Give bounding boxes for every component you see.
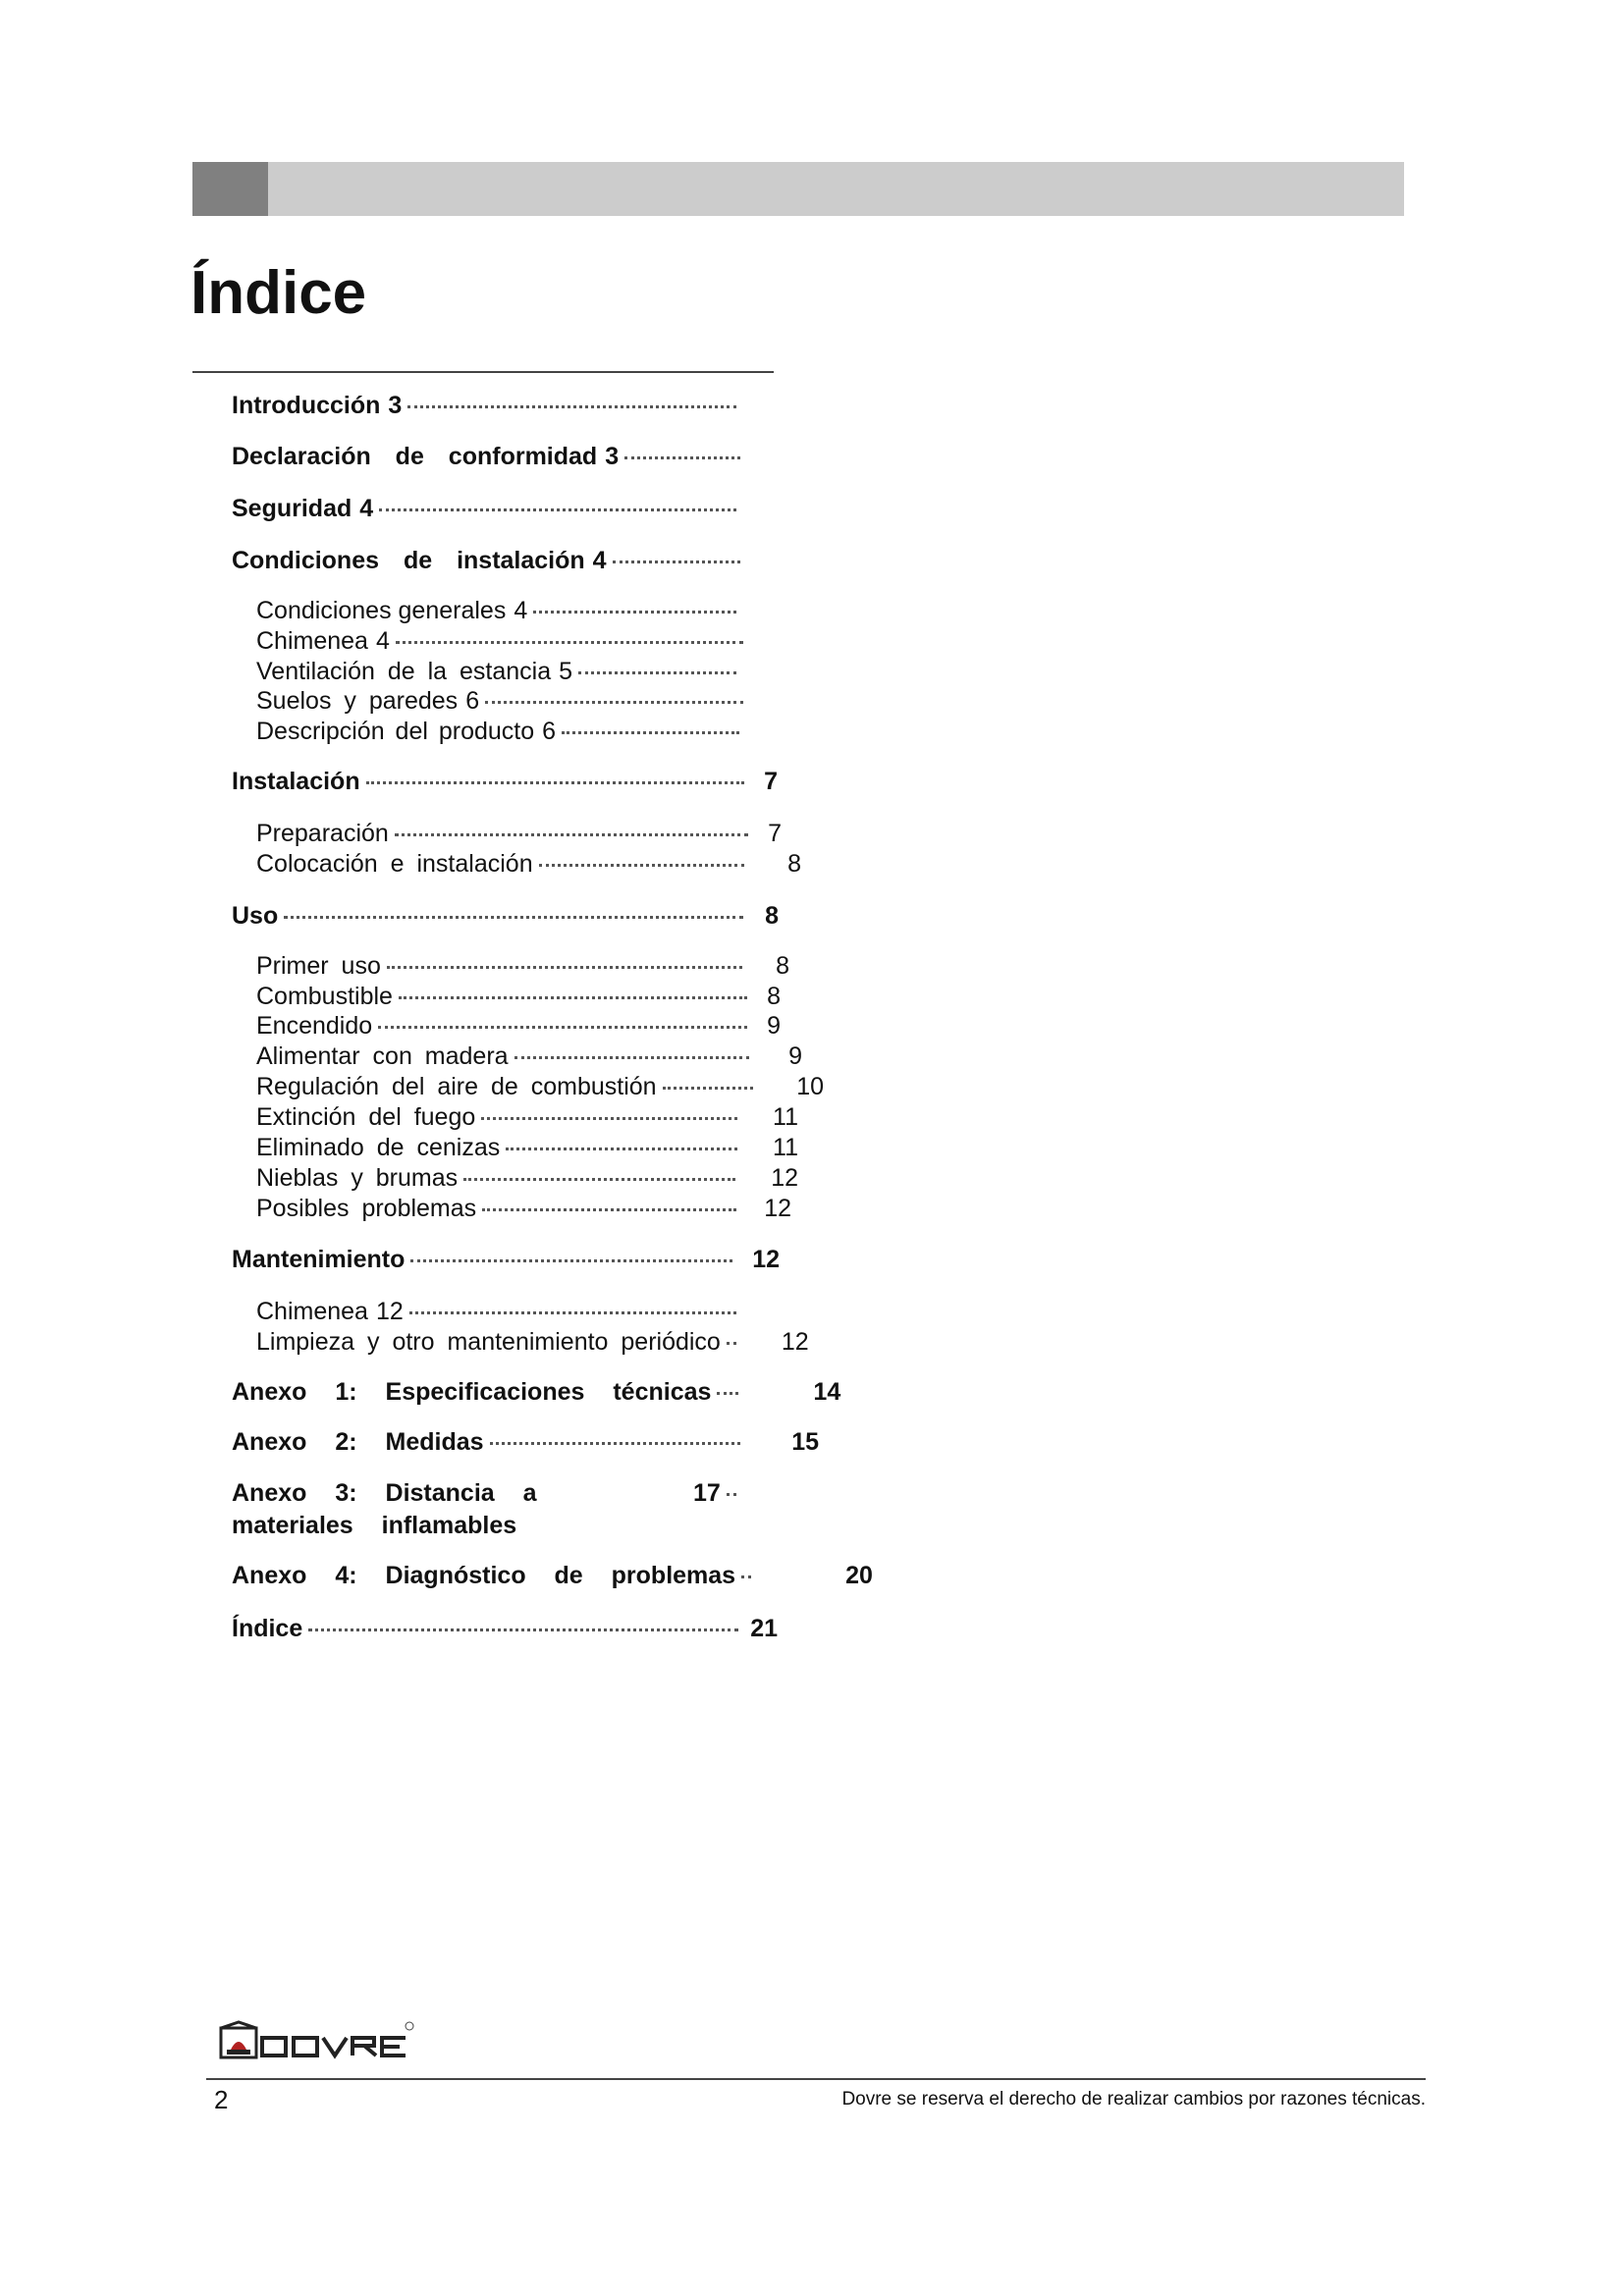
toc-page: 17 [693,1479,721,1507]
toc-page: 8 [767,983,781,1010]
toc-leader [387,966,742,969]
toc-entry-chimenea-mantenimiento[interactable] [256,1297,742,1326]
toc-label: Chimenea [256,1298,368,1325]
toc-page: 8 [787,850,801,878]
toc-entry-preparacion[interactable] [256,819,782,848]
toc-leader [407,405,736,408]
toc-leader [366,781,745,784]
toc-page: 12 [752,1246,780,1273]
toc-label: Alimentar con madera [256,1042,509,1070]
toc-entry-seguridad[interactable] [232,494,742,523]
toc-leader [410,1259,732,1262]
page-number: 2 [214,2085,229,2114]
toc-label: Instalación [232,768,360,795]
toc-page: 4 [375,627,390,655]
toc-label: Índice [232,1615,303,1642]
toc-label: Combustible [256,983,393,1010]
toc-leader [514,1056,750,1059]
toc-label: Introducción [232,392,381,419]
toc-entry-anexo-1[interactable] [232,1377,844,1407]
toc-leader [490,1442,741,1445]
toc-leader [481,1117,737,1120]
toc-label: Ventilación de la estancia [256,658,552,685]
toc-page: 12 [375,1298,404,1325]
toc-label: Primer uso [256,952,381,980]
toc-page: 7 [764,768,778,795]
toc-label: Condiciones generales [256,597,507,624]
toc-leader [663,1087,754,1090]
toc-entry-suelos-paredes[interactable] [256,686,749,716]
toc-label: Descripción del producto [256,718,535,745]
toc-leader [284,916,743,919]
dovre-logo [219,2020,415,2061]
toc-page: 3 [388,392,403,419]
toc-label: Condiciones de instalación [232,547,585,574]
toc-page: 11 [773,1134,798,1161]
toc-entry-condiciones-generales[interactable] [256,596,742,625]
toc-page: 9 [788,1042,802,1070]
toc-page: 4 [514,597,528,624]
toc-leader [727,1342,736,1345]
toc-label: Seguridad [232,495,352,522]
toc-label: Mantenimiento [232,1246,406,1273]
toc-leader [613,561,740,563]
toc-page: 21 [750,1615,778,1642]
toc-page: 6 [542,718,557,745]
toc-label: Anexo 2: Medidas [232,1428,484,1456]
toc-label: Declaración de conformidad [232,443,598,470]
toc-entry-combustible[interactable] [256,982,781,1011]
toc-entry-extincion-fuego[interactable] [256,1102,798,1132]
toc-page: 11 [773,1103,798,1131]
toc-entry-nieblas-brumas[interactable] [256,1163,798,1193]
toc-leader [485,701,743,704]
toc-page: 10 [796,1073,824,1100]
toc-entry-limpieza[interactable] [256,1327,828,1357]
toc-label: Anexo 3: Distancia a materiales inflamables [232,1479,537,1539]
toc-page: 12 [771,1164,798,1192]
toc-page: 14 [813,1378,841,1406]
toc-label: Encendido [256,1012,373,1040]
toc-label: Colocación e instalación [256,850,533,878]
toc-leader [578,671,736,674]
footer-disclaimer: Dovre se reserva el derecho de realizar cambios por razones técnicas. [841,2089,1426,2109]
toc-leader [562,731,739,734]
toc-page: 4 [359,495,374,522]
toc-leader [506,1148,737,1150]
toc-page: 20 [845,1562,873,1589]
toc-page: 7 [768,820,782,847]
toc-label: Preparación [256,820,389,847]
toc-entry-eliminado-cenizas[interactable] [256,1133,798,1162]
toc-leader [717,1392,738,1395]
toc-entry-regulacion-aire[interactable] [256,1072,824,1101]
toc-entry-anexo-2[interactable] [232,1427,819,1457]
toc-entry-colocacion[interactable] [256,849,801,879]
toc-page: 15 [791,1428,819,1456]
toc-leader [395,833,748,836]
toc-label: Eliminado de cenizas [256,1134,501,1161]
toc-entry-instalacion[interactable] [232,767,778,796]
toc-leader [727,1493,736,1496]
toc-leader [396,641,743,644]
toc-leader [624,456,740,459]
toc-leader [378,1026,747,1029]
toc-leader [308,1629,738,1631]
toc-label: Chimenea [256,627,368,655]
toc-leader [533,611,736,614]
toc-label: Suelos y paredes [256,687,459,715]
toc-entry-condiciones-instalacion[interactable] [232,546,746,575]
toc-label: Uso [232,902,279,930]
toc-page: 5 [559,658,573,685]
toc-page: 8 [765,902,779,930]
toc-entry-ventilacion[interactable] [256,657,742,686]
page-title: Índice [190,259,367,327]
toc-leader [409,1311,736,1314]
toc-entry-uso[interactable] [232,901,779,931]
toc-page: 8 [776,952,789,980]
toc-label: Posibles problemas [256,1195,477,1222]
toc-entry-primer-uso[interactable] [256,951,789,981]
toc-page: 6 [465,687,480,715]
toc-page: 3 [605,443,620,470]
toc-entry-posibles-problemas[interactable] [256,1194,791,1223]
toc-leader [741,1575,751,1578]
toc-entry-indice[interactable] [232,1614,778,1643]
toc-leader [379,508,736,511]
toc-page: 9 [767,1012,781,1040]
toc-entry-anexo-4[interactable] [232,1561,873,1590]
toc-entry-encendido[interactable] [256,1011,781,1041]
toc-entry-alimentar-madera[interactable] [256,1041,802,1071]
toc-label: Regulación del aire de combustión [256,1073,657,1100]
toc-leader [399,996,747,999]
toc-leader [463,1178,735,1181]
toc-entry-chimenea[interactable] [256,626,749,656]
toc-entry-anexo-3[interactable] [232,1477,738,1542]
footer-rule [206,2078,1426,2080]
toc-entry-descripcion-producto[interactable] [256,717,745,746]
toc-entry-mantenimiento[interactable] [232,1245,780,1274]
toc-label: Anexo 4: Diagnóstico de problemas [232,1562,736,1589]
toc-label: Extinción del fuego [256,1103,476,1131]
toc-label: Anexo 1: Especificaciones técnicas [232,1378,712,1406]
toc-leader [482,1208,736,1211]
toc-leader [539,864,744,867]
toc-label: Nieblas y brumas [256,1164,459,1192]
toc-entry-introduccion[interactable] [232,391,742,420]
toc-page: 12 [764,1195,791,1222]
toc-label: Limpieza y otro mantenimiento periódico [256,1328,721,1356]
toc-page: 4 [592,547,607,574]
toc-page: 12 [781,1328,809,1356]
toc-entry-declaracion[interactable] [232,442,746,471]
